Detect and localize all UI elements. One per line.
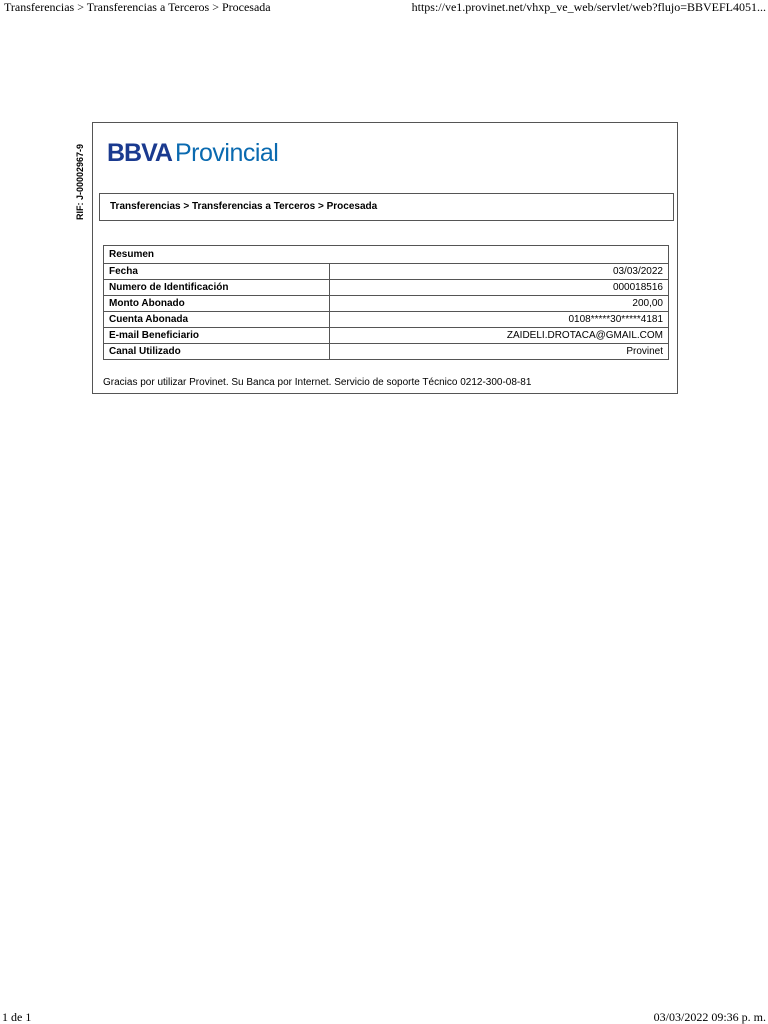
rif-text: RIF: J-00002967-9: [75, 143, 85, 221]
table-row: [104, 328, 669, 344]
summary-table: [103, 245, 669, 360]
print-header-title: Transferencias > Transferencias a Terceros > Procesada: [4, 0, 271, 14]
row-value: ZAIDELI.DROTACA@GMAIL.COM: [330, 328, 669, 344]
row-label: Cuenta Abonada: [104, 312, 330, 328]
row-value: 200,00: [330, 296, 669, 312]
table-row: [104, 344, 669, 360]
bank-logo: [107, 139, 278, 167]
row-label: Numero de Identificación: [104, 280, 330, 296]
table-row: [104, 264, 669, 280]
logo-provincial: Provincial: [174, 139, 279, 167]
row-label: Canal Utilizado: [104, 344, 330, 360]
row-value: 03/03/2022: [330, 264, 669, 280]
table-row: [104, 296, 669, 312]
table-row: [104, 312, 669, 328]
print-header-url: https://ve1.provinet.net/vhxp_ve_web/servlet/web?flujo=BBVEFL4051...: [411, 0, 766, 14]
page-number: 1 de 1: [2, 1010, 32, 1024]
logo-bbva: BBVA: [107, 139, 172, 167]
transfer-receipt: [92, 122, 678, 394]
breadcrumb: Transferencias > Transferencias a Terceros > Procesada: [99, 193, 674, 221]
row-value: 0108*****30*****4181: [330, 312, 669, 328]
row-label: E-mail Beneficiario: [104, 328, 330, 344]
row-label: Fecha: [104, 264, 330, 280]
support-note: Gracias por utilizar Provinet. Su Banca por Internet. Servicio de soporte Técnico 0212-300-08-81: [103, 377, 532, 388]
summary-header-row: [104, 246, 669, 264]
summary-heading: Resumen: [104, 246, 669, 264]
row-value: 000018516: [330, 280, 669, 296]
row-value: Provinet: [330, 344, 669, 360]
table-row: [104, 280, 669, 296]
row-label: Monto Abonado: [104, 296, 330, 312]
print-datetime: 03/03/2022 09:36 p. m.: [653, 1010, 766, 1024]
